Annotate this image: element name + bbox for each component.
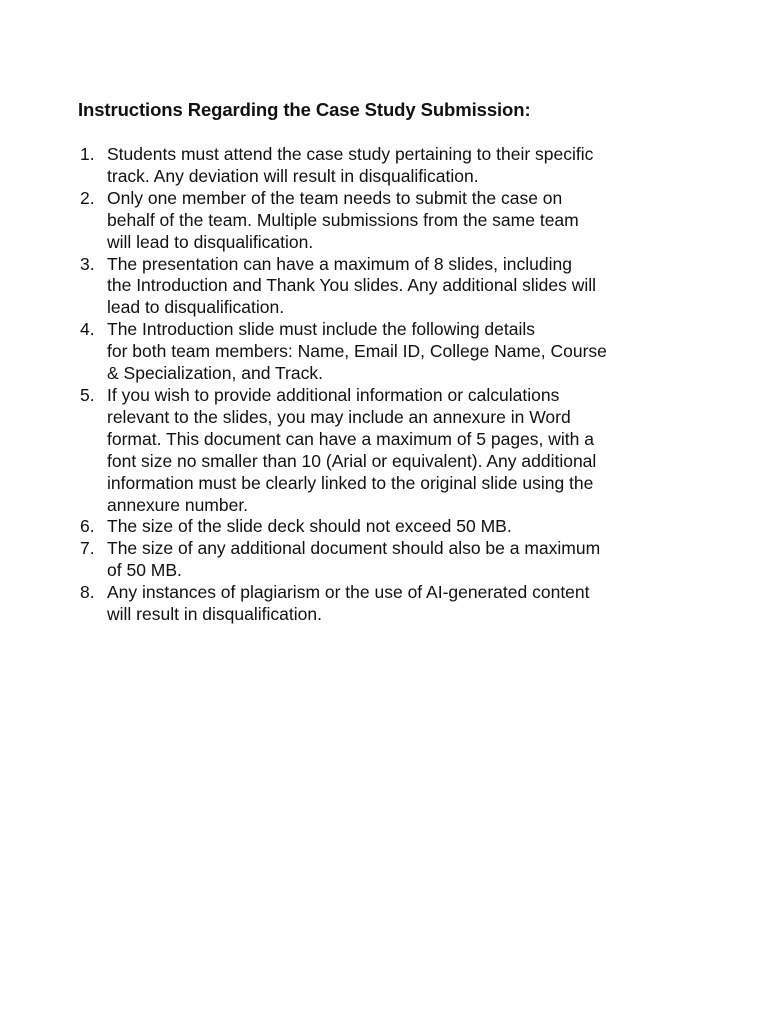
item-text-line: Any instances of plagiarism or the use of AI-generated content: [107, 582, 590, 603]
item-text-line: Only one member of the team needs to submit the case on: [107, 187, 563, 208]
list-item: [80, 254, 720, 320]
list-item: [80, 538, 720, 582]
item-number: 8.: [80, 582, 95, 603]
item-text-line: annexure number.: [107, 494, 249, 515]
item-text-line: behalf of the team. Multiple submissions from the same team: [107, 209, 579, 230]
item-text-line: lead to disqualification.: [107, 297, 285, 318]
item-number: 3.: [80, 253, 95, 274]
item-text-line: Students must attend the case study pertaining to their specific: [107, 144, 594, 164]
item-number: 4.: [80, 319, 95, 340]
item-text-line: If you wish to provide additional information or calculations: [107, 384, 560, 405]
item-number: 7.: [80, 538, 95, 559]
item-number: 5.: [80, 384, 95, 405]
item-text-line: the Introduction and Thank You slides. Any additional slides will: [107, 275, 597, 296]
instructions-list: [80, 144, 720, 626]
item-text-line: of 50 MB.: [107, 560, 182, 581]
item-text-line: format. This document can have a maximum of 5 pages, with a: [107, 428, 594, 449]
document-title: Instructions Regarding the Case Study Submission:: [78, 99, 531, 120]
item-text-line: The Introduction slide must include the following details: [107, 319, 536, 340]
list-item: [80, 582, 720, 626]
list-item: [80, 516, 720, 538]
list-item: [80, 319, 720, 385]
list-item: [80, 144, 720, 188]
item-text-line: font size no smaller than 10 (Arial or equivalent). Any additional: [107, 450, 597, 471]
item-text-line: information must be clearly linked to the original slide using the: [107, 472, 594, 493]
list-item: [80, 385, 720, 516]
item-text-line: The size of the slide deck should not exceed 50 MB.: [107, 516, 512, 537]
item-text-line: The size of any additional document should also be a maximum: [107, 538, 601, 559]
item-number: 6.: [80, 516, 95, 537]
item-number: 1.: [80, 144, 95, 164]
item-text-line: for both team members: Name, Email ID, College Name, Course: [107, 341, 607, 362]
item-text-line: The presentation can have a maximum of 8 slides, including: [107, 253, 572, 274]
item-text-line: track. Any deviation will result in disqualification.: [107, 165, 479, 186]
item-text-line: & Specialization, and Track.: [107, 363, 323, 384]
item-text-line: will lead to disqualification.: [107, 231, 314, 252]
item-text-line: relevant to the slides, you may include an annexure in Word: [107, 406, 571, 427]
list-item: [80, 188, 720, 254]
item-number: 2.: [80, 187, 95, 208]
item-text-line: will result in disqualification.: [107, 604, 322, 625]
